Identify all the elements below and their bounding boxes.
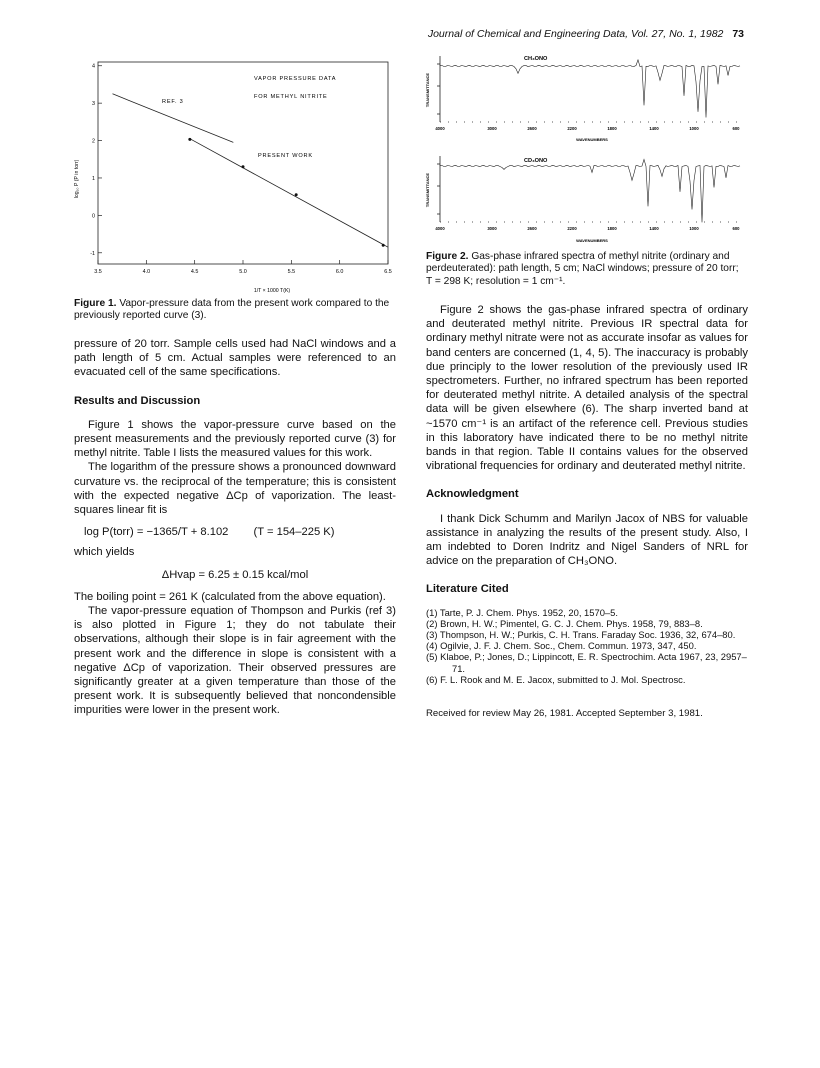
right-column [426,303,748,721]
fig2-bottom-x-tick-label: 3000 [487,226,497,231]
equation-1-range: (T = 154–225 K) [253,526,335,539]
acknowledgment-heading: Acknowledgment [426,488,519,501]
fig2-top-x-tick-label: 2600 [527,126,537,131]
equation-1 [84,525,396,539]
fig1-xlabel: 1/T × 1000 T(K) [253,288,291,294]
fig1-x-tick-label: 5.5 [287,269,296,275]
fig1-data-point [382,244,385,247]
fig2-bottom-x-tick-label: 1000 [689,226,699,231]
fig2-bottom-spectrum-trace [440,159,740,222]
equation-2: ΔHvap = 6.25 ± 0.15 kcal/mol [161,568,309,581]
reference-item: (2) Brown, H. W.; Pimentel, G. C. J. Chem. Phys. 1958, 79, 883–8. [426,617,703,629]
left-paragraph-5: The vapor-pressure equation of Thompson and Purkis (ref 3) is also plotted in Figure 1; they do not tabulate their observations, although their slope is in fair agreement with the present work and the difference in slope is consistent with a negative ΔCp of vaporization. Their observed pressures are significantly greater at a given temperature than those of the present work. It is subsequently believed that noncondensible impurities were lower in the present work. [74,605,396,717]
fig1-plot-frame [98,62,388,264]
fig2-bottom-x-tick-label: 1800 [607,226,617,231]
literature-heading: Literature Cited [426,583,509,596]
fig2-bottom-x-tick-label: 4000 [435,226,445,231]
fig2-bottom-x-tick-label: 1400 [649,226,659,231]
acknowledgment-text: I thank Dick Schumm and Marilyn Jacox of NBS for valuable assistance in analyzing the results of the present study. Also, I am indebted to Doren Indritz and Nigel Sanders of NRL for advice on the preparation of CH₃ONO. [426,512,748,568]
reference-item: (1) Tarte, P. J. Chem. Phys. 1952, 20, 1570–5. [426,606,618,618]
fig2-bottom-yaxis-label: TRANSMITTANCE [425,172,430,208]
left-column [74,337,396,718]
equation-1-text: log P(torr) = −1365/T + 8.102 [84,526,229,539]
reference-item: (4) Ogilvie, J. F. J. Chem. Soc., Chem. Commun. 1973, 347, 450. [426,640,697,652]
fig2-top-label: CH₃ONO [524,56,548,62]
figure-1-caption [74,298,394,323]
fig2-top-x-tick-label: 600 [732,126,740,131]
reference-item: (5) Klaboe, P.; Jones, D.; Lippincott, E. R. Spectrochim. Acta 1967, 23, 2957–71. [426,651,747,674]
figure-2-caption [426,251,746,288]
received-dates: Received for review May 26, 1981. Accepted September 3, 1981. [426,708,703,720]
results-heading: Results and Discussion [74,394,201,407]
fig2-caption-text: Gas-phase infrared spectra of methyl nitrite (ordinary and perdeuterated): path length, 5 cm; NaCl windows; pressure of 20 torr; T = 298 K; resolution = 1 cm⁻¹. [426,251,739,287]
fig2-bottom-x-tick-label: 600 [732,226,740,231]
fig2-bottom-label: CD₃ONO [524,158,548,164]
fig1-x-tick-label: 5.0 [239,269,247,275]
fig1-label-ref: REF. 3 [162,99,184,105]
journal-name: Journal of Chemical and Engineering Data, Vol. 27, No. 1, 1982 [427,28,724,40]
fig1-y-tick-label: 1 [92,175,95,182]
fig1-label-title2: FOR METHYL NITRITE [254,94,328,100]
fig2-top-x-tick-label: 4000 [435,126,445,131]
fig2-top-x-tick-label: 1400 [649,126,659,131]
fig2-bottom-xaxis-label: WAVENUMBERS [576,238,608,243]
fig2-bottom-x-tick-label: 2600 [527,226,537,231]
fig2-top-x-tick-label: 1000 [689,126,699,131]
fig1-ylabel: log₁₀ P (P in torr) [74,159,80,199]
fig2-caption-label: Figure 2. [426,251,469,262]
fig1-x-tick-label: 3.5 [94,269,102,275]
fig1-x-tick-label: 6.0 [335,269,344,275]
fig1-x-tick-label: 6.5 [384,269,392,275]
left-paragraph-2: Figure 1 shows the vapor-pressure curve based on the present measurements and the previously reported curve (3) for methyl nitrite. Table I lists the measured values for this work. [74,418,396,460]
fig2-top-xaxis-label: WAVENUMBERS [576,137,608,142]
fig2-top-x-tick-label: 1800 [607,126,617,131]
running-header [428,28,744,40]
figure-1-chart [74,54,402,300]
fig1-caption-text: Vapor-pressure data from the present work compared to the previously reported curve (3). [74,298,390,322]
fig2-top-x-tick-label: 3000 [487,126,497,131]
fig1-y-tick-label: 3 [92,101,95,108]
which-yields-text: which yields [74,546,135,559]
fig2-top-yaxis-label: TRANSMITTANCE [425,72,430,108]
fig1-y-tick-label: -1 [90,250,95,257]
fig1-y-tick-label: 4 [92,63,95,70]
fig1-y-tick-label: 2 [92,138,95,145]
fig2-top-spectrum-trace [440,60,740,118]
reference-list [426,607,748,685]
fig1-y-tick-label: 0 [92,213,95,220]
fig2-top-x-tick-label: 2200 [567,126,577,131]
left-paragraph-1: pressure of 20 torr. Sample cells used had NaCl windows and a path length of 5 cm. Actual samples were referenced to an evacuated cell of the same specifications. [74,338,396,379]
fig1-data-point [188,138,191,141]
left-paragraph-3: The logarithm of the pressure shows a pronounced downward curvature vs. the reciprocal of the temperature; this is consistent with the expected negative ΔCp of vaporization. The least-squares linear fit is [74,461,396,517]
figure-2-spectra [422,50,744,246]
fig1-caption-label: Figure 1. [74,298,117,309]
reference-item: (3) Thompson, H. W.; Purkis, C. H. Trans. Faraday Soc. 1936, 32, 674–80. [426,629,736,641]
fig1-data-point [242,165,245,168]
fig1-label-present: PRESENT WORK [258,153,313,159]
left-paragraph-4: The boiling point = 261 K (calculated from the above equation). [74,590,386,603]
right-paragraph-1: Figure 2 shows the gas-phase infrared spectra of ordinary and deuterated methyl nitrite. Previous IR spectral data for ordinary methyl nitrate were not as accurate insofar as values for band centers are concerned (1, 4, 5). The inaccuracy is probably due principly to the lower resolution of the previously used IR spectrometers. Further, no infrared spectrum has been reported for deuterated methyl nitrite. A detailed analysis of the spectral data will be given elsewhere (6). The sharp inverted band at ~1570 cm⁻¹ is an artifact of the reference cell. Previous studies in this laboratory have indicated there to be no methyl nitrite bands in that region. Table II contains values for the observed vibrational frequencies for ordinary and deuterated methyl nitrite. [426,304,748,473]
fig1-x-tick-label: 4.0 [142,269,151,275]
reference-item: (6) F. L. Rook and M. E. Jacox, submitted to J. Mol. Spectrosc. [426,673,686,685]
fig1-label-title1: VAPOR PRESSURE DATA [254,76,337,82]
fig1-x-tick-label: 4.5 [190,269,199,275]
fig2-bottom-x-tick-label: 2200 [567,226,577,231]
fig1-data-point [295,193,298,196]
page-number: 73 [732,28,744,40]
